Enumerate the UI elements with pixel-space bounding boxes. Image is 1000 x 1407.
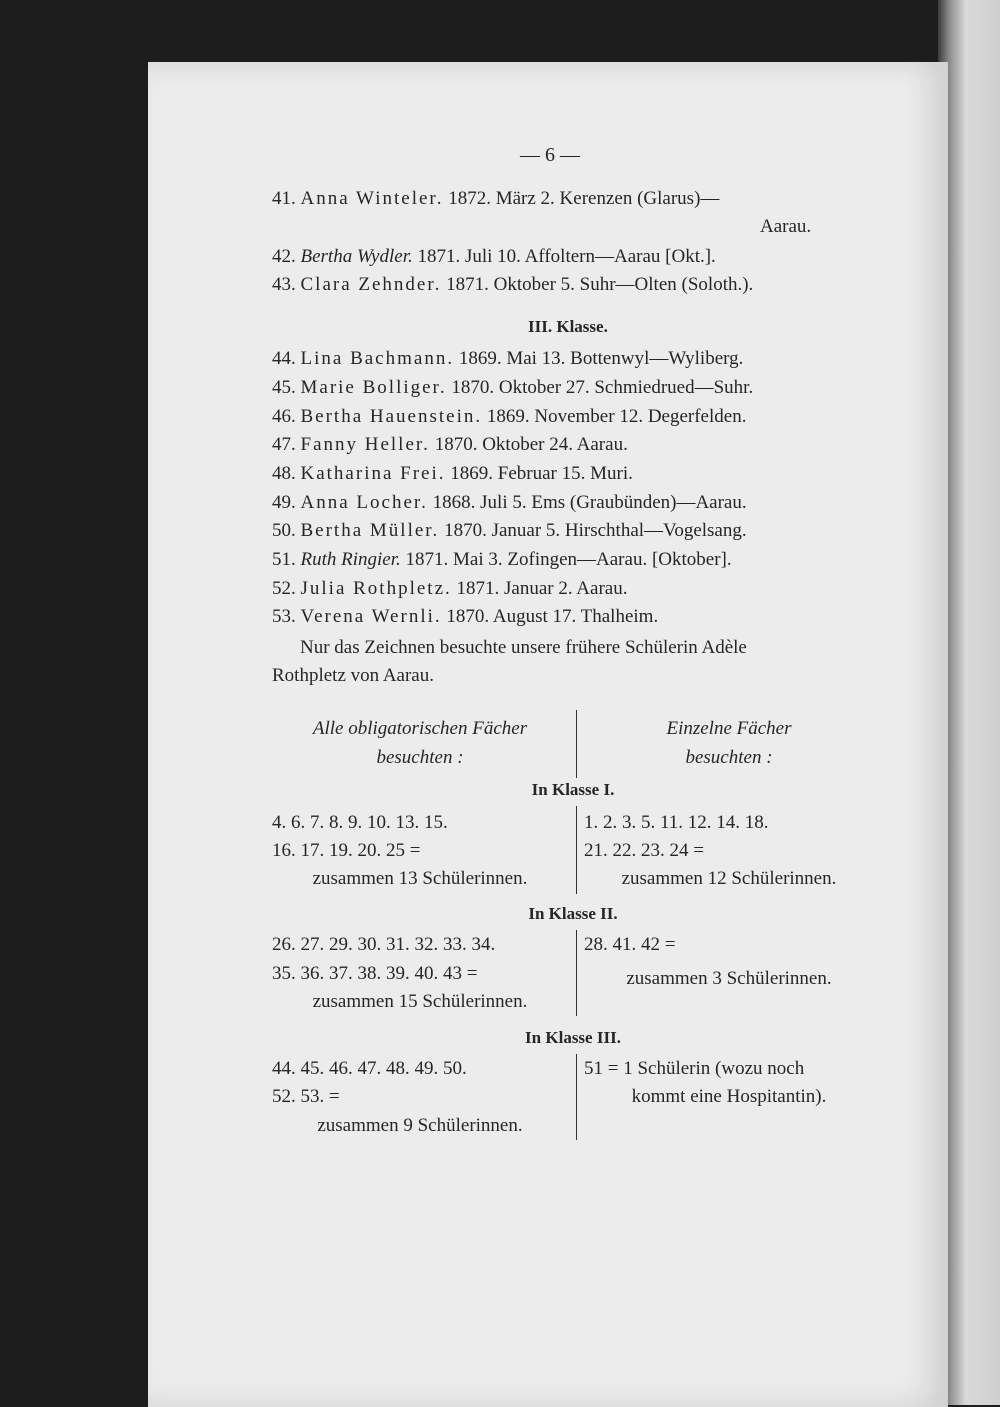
entry-name: Bertha Hauenstein. xyxy=(300,406,483,427)
column-divider xyxy=(576,806,577,894)
section-ii-right-1: 28. 41. 42 = xyxy=(584,934,676,955)
entry-49: 49. Anna Locher. 1868. Juli 5. Ems (Graubünden)—Aarau. xyxy=(272,492,747,513)
entry-name: Verena Wernli. xyxy=(300,606,442,627)
entry-name: Bertha Wydler. xyxy=(300,246,413,267)
section-ii-left-2: 35. 36. 37. 38. 39. 40. 43 = xyxy=(272,963,478,984)
entry-name: Fanny Heller. xyxy=(300,434,430,455)
col-right-head-1: Einzelne Fächer xyxy=(666,718,792,739)
col-left-head-2: besuchten : xyxy=(376,747,464,768)
entry-44: 44. Lina Bachmann. 1869. Mai 13. Bottenwyl—Wyliberg. xyxy=(272,348,744,369)
section-ii-right-2: zusammen 3 Schülerinnen. xyxy=(626,968,832,989)
section-i-left-3: zusammen 13 Schülerinnen. xyxy=(312,868,528,889)
section-i-left-1: 4. 6. 7. 8. 9. 10. 13. 15. xyxy=(272,812,448,833)
section-ii-left-3: zusammen 15 Schülerinnen. xyxy=(312,991,528,1012)
section-iii-heading: In Klasse III. xyxy=(525,1028,621,1047)
entry-name: Bertha Müller. xyxy=(300,520,440,541)
section-i-right-2: 21. 22. 23. 24 = xyxy=(584,840,704,861)
entry-43: 43. Clara Zehnder. 1871. Oktober 5. Suhr—Olten (Soloth.). xyxy=(272,274,754,295)
column-divider xyxy=(576,930,577,1016)
entry-name: Anna Winteler. xyxy=(300,188,444,209)
entry-46: 46. Bertha Hauenstein. 1869. November 12. Degerfelden. xyxy=(272,406,747,427)
klasse-heading: III. Klasse. xyxy=(528,317,608,336)
entry-name: Lina Bachmann. xyxy=(300,348,455,369)
entry-52: 52. Julia Rothpletz. 1871. Januar 2. Aarau. xyxy=(272,578,628,599)
column-divider xyxy=(576,1054,577,1140)
column-divider xyxy=(576,710,577,778)
entry-45: 45. Marie Bolliger. 1870. Oktober 27. Schmiedrued—Suhr. xyxy=(272,377,754,398)
section-iii-left-3: zusammen 9 Schülerinnen. xyxy=(317,1115,523,1136)
entry-47: 47. Fanny Heller. 1870. Oktober 24. Aarau. xyxy=(272,434,628,455)
section-ii-heading: In Klasse II. xyxy=(528,904,618,923)
entry-name: Julia Rothpletz. xyxy=(300,578,452,599)
entry-48: 48. Katharina Frei. 1869. Februar 15. Muri. xyxy=(272,463,633,484)
section-iii-right-2: kommt eine Hospitantin). xyxy=(631,1086,827,1107)
section-i-heading: In Klasse I. xyxy=(531,780,615,799)
note-line-1: Nur das Zeichnen besuchte unsere frühere Schülerin Adèle xyxy=(300,637,747,658)
entry-name: Katharina Frei. xyxy=(300,463,446,484)
entry-41-continuation: Aarau. xyxy=(760,216,812,237)
entry-53: 53. Verena Wernli. 1870. August 17. Thalheim. xyxy=(272,606,659,627)
section-iii-right-1: 51 = 1 Schülerin (wozu noch xyxy=(584,1058,805,1079)
section-iii-left-2: 52. 53. = xyxy=(272,1086,340,1107)
entry-41: 41. Anna Winteler. 1872. März 2. Kerenzen (Glarus)— xyxy=(272,188,720,209)
entry-42: 42. Bertha Wydler. 1871. Juli 10. Affoltern—Aarau [Okt.]. xyxy=(272,246,716,267)
col-left-head-1: Alle obligatorischen Fächer xyxy=(312,718,528,739)
section-i-right-3: zusammen 12 Schülerinnen. xyxy=(621,868,837,889)
entry-51: 51. Ruth Ringier. 1871. Mai 3. Zofingen—Aarau. [Oktober]. xyxy=(272,549,732,570)
entry-name: Clara Zehnder. xyxy=(300,274,442,295)
col-right-head-2: besuchten : xyxy=(685,747,773,768)
entry-name: Ruth Ringier. xyxy=(300,549,401,570)
section-iii-left-1: 44. 45. 46. 47. 48. 49. 50. xyxy=(272,1058,467,1079)
entry-name: Marie Bolliger. xyxy=(300,377,447,398)
section-ii-left-1: 26. 27. 29. 30. 31. 32. 33. 34. xyxy=(272,934,496,955)
section-i-right-1: 1. 2. 3. 5. 11. 12. 14. 18. xyxy=(584,812,769,833)
note-line-2: Rothpletz von Aarau. xyxy=(272,665,434,686)
page-number: — 6 — xyxy=(520,144,580,166)
entry-50: 50. Bertha Müller. 1870. Januar 5. Hirschthal—Vogelsang. xyxy=(272,520,747,541)
entry-name: Anna Locher. xyxy=(300,492,428,513)
section-i-left-2: 16. 17. 19. 20. 25 = xyxy=(272,840,421,861)
